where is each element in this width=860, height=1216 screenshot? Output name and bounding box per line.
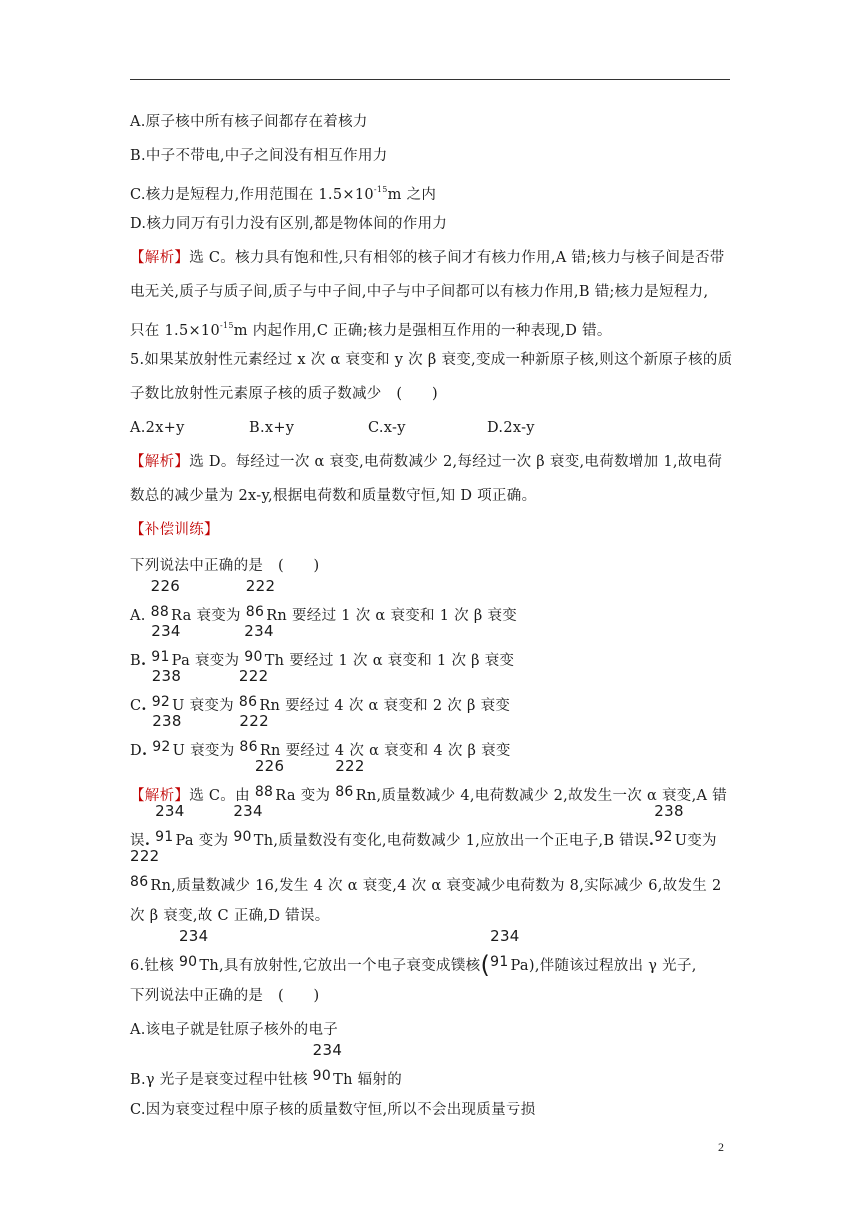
q6-option-a: A.该电子就是钍原子核外的电子 <box>130 1022 339 1038</box>
comp-option-c: C. 238 92 U 衰变为 222 86 Rn 要经过 4 次 α 衰变和 2 次 β 衰变 <box>130 667 511 714</box>
nuclide-th-234: 234 90 Th <box>178 927 220 974</box>
nuclide-pa-234: 234 91 Pa <box>490 927 529 974</box>
nuclide-pa-234: 234 91 Pa <box>155 802 194 849</box>
q6-stem-line-2: 下列说法中正确的是 ( ) <box>130 988 320 1004</box>
q6-option-b: B.γ 光子是衰变过程中钍核 234 90 Th 辐射的 <box>130 1041 403 1088</box>
q5-option-d: D.2x-y <box>487 420 535 436</box>
analysis-tag: 【解析】 <box>130 250 190 266</box>
q4-option-c: C.核力是短程力,作用范围在 $1.5\times 10^{-15}m$ 之内 <box>130 185 437 203</box>
nuclide-pa-234: 234 91 Pa <box>151 622 191 669</box>
nuclide-ra-226: 226 88 Ra <box>150 577 192 624</box>
q5-option-a: A.2x+y <box>130 420 185 436</box>
analysis-tag: 【解析】 <box>130 788 190 804</box>
page-number: 2 <box>718 1140 724 1154</box>
q5-stem-line-2: 子数比放射性元素原子核的质子数减少 ( ) <box>130 386 438 402</box>
comp-analysis-line-4: 次 β 衰变,故 C 正确,D 错误。 <box>130 908 330 924</box>
nuclide-ra-226: 226 88 Ra <box>254 757 296 804</box>
analysis-tag: 【解析】 <box>130 454 190 470</box>
nuclide-rn-222: 222 86 Rn <box>239 712 281 759</box>
q4-option-a: A.原子核中所有核子间都存在着核力 <box>130 114 368 130</box>
q5-option-b: B.x+y <box>249 420 295 436</box>
nuclide-rn-222: 222 86 Rn <box>335 757 377 804</box>
q4-analysis-line-2: 电无关,质子与质子间,质子与中子间,中子与中子间都可以有核力作用,B 错;核力是短程力, <box>130 284 709 300</box>
comp-analysis-line-1: 【解析】选 C。由 226 88 Ra 变为 222 86 Rn,质量数减少 4,电荷数减少 2,故发生一次 α 衰变,A 错 <box>130 757 727 804</box>
nuclide-u-238: 238 92 U <box>654 802 688 849</box>
compensation-title: 【补偿训练】 <box>130 522 219 538</box>
comp-option-d: D. 238 92 U 衰变为 222 86 Rn 要经过 4 次 α 衰变和 4 次 β 衰变 <box>130 712 511 759</box>
q6-stem-line-1: 6.钍核 234 90 Th,具有放射性,它放出一个电子衰变成镤核( 234 91 Pa),伴随该过程放出 γ 光子, <box>130 927 697 979</box>
q5-options <box>130 418 606 438</box>
q5-analysis-line-2: 数总的减少量为 2x-y,根据电荷数和质量数守恒,知 D 项正确。 <box>130 488 537 504</box>
comp-option-a: A. 226 88 Ra 衰变为 222 86 Rn 要经过 1 次 α 衰变和 1 次 β 衰变 <box>130 577 518 624</box>
q4-option-d: D.核力同万有引力没有区别,都是物体间的作用力 <box>130 216 448 232</box>
nuclide-rn-222: 222 86 Rn <box>238 667 281 714</box>
nuclide-th-234: 234 90 Th <box>233 802 274 849</box>
nuclide-rn-222: 222 86 Rn <box>130 847 172 894</box>
comp-stem: 下列说法中正确的是 ( ) <box>130 558 320 574</box>
q4-option-b: B.中子不带电,中子之间没有相互作用力 <box>130 148 388 164</box>
nuclide-th-234: 234 90 Th <box>244 622 285 669</box>
header-rule <box>130 79 730 80</box>
q5-analysis-line-1: 【解析】选 D。每经过一次 α 衰变,电荷数减少 2,每经过一次 β 衰变,电荷数增加 1,故电荷 <box>130 454 723 470</box>
nuclide-u-238: 238 92 U <box>151 667 185 714</box>
q4-analysis-line-3: 只在 $1.5\times 10^{-15}m$ 内起作用,C 正确;核力是强相互作用的一种表现,D 错。 <box>130 321 612 339</box>
nuclide-th-234: 234 90 Th <box>312 1041 353 1088</box>
nuclide-rn-222: 222 86 Rn <box>245 577 288 624</box>
comp-analysis-line-2: 误. 234 91 Pa 变为 234 90 Th,质量数没有变化,电荷数减少 1,应放出一个正电子,B 错误. 238 92 U变为 <box>130 802 717 849</box>
q5-stem-line-1: 5.如果某放射性元素经过 x 次 α 衰变和 y 次 β 衰变,变成一种新原子核,则这个新原子核的质 <box>130 352 733 368</box>
comp-analysis-line-3: 222 86 Rn,质量数减少 16,发生 4 次 α 衰变,4 次 α 衰变减少电荷数为 8,实际减少 6,故发生 2 <box>130 847 722 894</box>
q6-option-c: C.因为衰变过程中原子核的质量数守恒,所以不会出现质量亏损 <box>130 1102 536 1118</box>
q4-analysis-line-1: 【解析】选 C。核力具有饱和性,只有相邻的核子间才有核力作用,A 错;核力与核子间是否带 <box>130 250 725 266</box>
nuclide-u-238: 238 92 U <box>152 712 186 759</box>
comp-option-b: B. 234 91 Pa 衰变为 234 90 Th 要经过 1 次 α 衰变和 1 次 β 衰变 <box>130 622 515 669</box>
q5-option-c: C.x-y <box>368 420 406 436</box>
